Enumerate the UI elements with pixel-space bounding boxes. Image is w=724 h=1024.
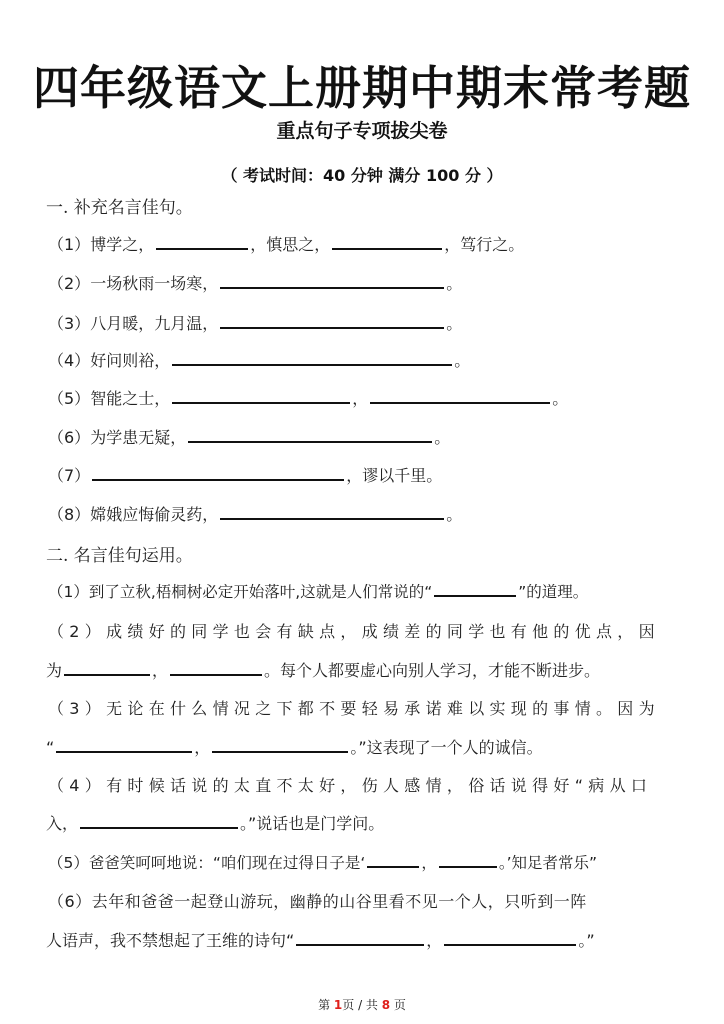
item-text: ，谬以千里。 xyxy=(346,466,443,485)
item-text: 为 xyxy=(46,661,63,680)
item-text: 。”说话也是门学问。 xyxy=(240,814,385,833)
s2-item-3-line1 xyxy=(48,696,660,719)
answer-blank[interactable] xyxy=(434,579,516,597)
answer-blank[interactable] xyxy=(220,502,444,520)
item-text: 成绩好的同学也会有缺点，成绩差的同学也有他的优点，因 xyxy=(106,622,660,641)
item-text: ，笃行之。 xyxy=(444,235,525,254)
item-text: 。” xyxy=(578,931,595,950)
total-pages-number: 8 xyxy=(381,998,391,1012)
item-text: 八月暖，九月温， xyxy=(90,314,219,333)
item-text: ， xyxy=(152,661,169,680)
answer-blank[interactable] xyxy=(444,928,576,946)
item-text: ”的道理。 xyxy=(518,583,589,601)
answer-blank[interactable] xyxy=(370,386,550,404)
page-title: 四年级语文上册期中期末常考题 xyxy=(33,61,691,115)
item-number: （4） xyxy=(48,351,91,370)
s1-item-2 xyxy=(48,271,462,294)
s1-item-8 xyxy=(48,502,462,525)
item-number: （3） xyxy=(48,699,107,718)
item-text: “ xyxy=(46,738,55,757)
footer-text: 第 xyxy=(318,998,334,1012)
item-number: （2） xyxy=(48,274,91,293)
item-text: 无论在什么情况之下都不要轻易承诺难以实现的事情。因为 xyxy=(106,699,660,718)
s1-item-3 xyxy=(48,311,462,334)
s1-item-1 xyxy=(48,232,524,255)
item-text: 。 xyxy=(446,505,463,524)
answer-blank[interactable] xyxy=(64,658,150,676)
answer-blank[interactable] xyxy=(172,386,350,404)
answer-blank[interactable] xyxy=(172,348,452,366)
item-text: 有时候话说的太直不太好，伤人感情，俗话说得好“病从口 xyxy=(106,776,653,795)
item-text: 为学患无疑， xyxy=(90,428,187,447)
answer-blank[interactable] xyxy=(367,850,419,868)
answer-blank[interactable] xyxy=(170,658,262,676)
s1-item-5 xyxy=(48,386,568,409)
exam-info: （ 考试时间：40 分钟 满分 100 分 ） xyxy=(221,166,503,185)
item-text: 到了立秋,梧桐树必定开始落叶,这就是人们常说的“ xyxy=(88,583,433,601)
item-text: 入， xyxy=(46,814,79,833)
answer-blank[interactable] xyxy=(296,928,424,946)
item-text: ， xyxy=(421,854,437,872)
item-text: 智能之士， xyxy=(90,389,171,408)
item-number: （1） xyxy=(48,235,91,254)
s2-item-1 xyxy=(48,579,588,602)
answer-blank[interactable] xyxy=(156,232,248,250)
s2-item-6-line2 xyxy=(46,928,595,951)
s1-item-7 xyxy=(48,463,442,486)
s2-item-2-line1 xyxy=(48,619,660,642)
current-page-number: 1 xyxy=(333,998,343,1012)
section2-heading: 二. 名言佳句运用。 xyxy=(46,546,193,566)
page-subtitle: 重点句子专项拔尖卷 xyxy=(276,120,448,142)
page-footer xyxy=(0,996,724,1013)
item-text: 去年和爸爸一起登山游玩，幽静的山谷里看不见一个人，只听到一阵 xyxy=(91,892,587,911)
item-text: ， xyxy=(352,389,369,408)
item-number: （8） xyxy=(48,505,91,524)
s2-item-2-line2 xyxy=(46,658,600,681)
item-text: ，慎思之， xyxy=(250,235,331,254)
item-text: 。 xyxy=(434,428,451,447)
item-text: 。 xyxy=(446,274,463,293)
footer-text: 页 xyxy=(390,998,406,1012)
section1-heading: 一. 补充名言佳句。 xyxy=(46,198,193,218)
answer-blank[interactable] xyxy=(212,735,348,753)
item-number: （5） xyxy=(48,854,89,872)
item-number: （2） xyxy=(48,622,107,641)
answer-blank[interactable] xyxy=(92,463,344,481)
answer-blank[interactable] xyxy=(80,811,238,829)
item-number: （1） xyxy=(48,583,89,601)
item-text: 。”这表现了一个人的诚信。 xyxy=(350,738,543,757)
s2-item-4-line2 xyxy=(46,811,384,834)
item-text: 。 xyxy=(552,389,569,408)
s2-item-4-line1 xyxy=(48,773,652,796)
item-text: 。每个人都要虚心向别人学习，才能不断进步。 xyxy=(264,661,601,680)
item-text: 一场秋雨一场寒， xyxy=(90,274,219,293)
item-number: （6） xyxy=(48,428,91,447)
item-text: ， xyxy=(194,738,211,757)
s1-item-6 xyxy=(48,425,450,448)
item-text: 嫦娥应悔偷灵药， xyxy=(90,505,219,524)
s2-item-3-line2 xyxy=(46,735,543,758)
footer-text: 页 / 共 xyxy=(342,998,382,1012)
answer-blank[interactable] xyxy=(439,850,497,868)
item-text: 人语声，我不禁想起了王维的诗句“ xyxy=(46,931,295,950)
s2-item-6-line1 xyxy=(48,889,587,912)
item-text: 好问则裕， xyxy=(90,351,171,370)
item-number: （6） xyxy=(48,892,92,911)
item-text: 爸爸笑呵呵地说：“咱们现在过得日子是‘ xyxy=(88,854,366,872)
s1-item-4 xyxy=(48,348,470,371)
item-text: 博学之， xyxy=(90,235,155,254)
answer-blank[interactable] xyxy=(220,311,444,329)
answer-blank[interactable] xyxy=(220,271,444,289)
answer-blank[interactable] xyxy=(332,232,442,250)
item-text: 。 xyxy=(446,314,463,333)
item-number: （7） xyxy=(48,466,91,485)
item-text: 。’知足者常乐” xyxy=(498,854,598,872)
answer-blank[interactable] xyxy=(56,735,192,753)
item-number: （3） xyxy=(48,314,91,333)
item-text: ， xyxy=(426,931,443,950)
s2-item-5 xyxy=(48,850,597,873)
item-text: 。 xyxy=(454,351,471,370)
item-number: （4） xyxy=(48,776,107,795)
answer-blank[interactable] xyxy=(188,425,432,443)
item-number: （5） xyxy=(48,389,91,408)
